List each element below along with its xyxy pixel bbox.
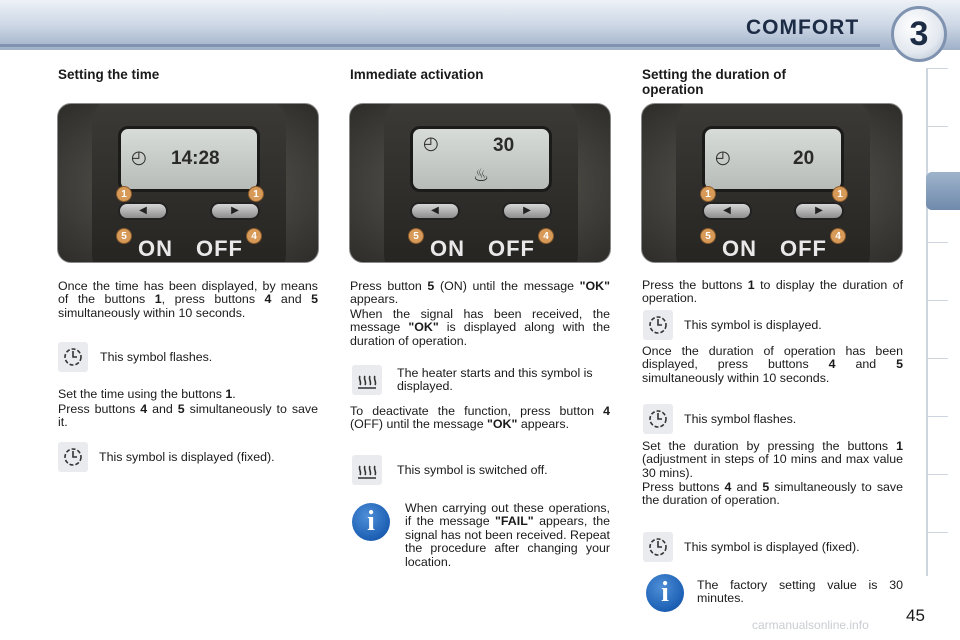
text: to display the duration of operation.: [642, 278, 904, 306]
remote-screen: [118, 126, 260, 192]
paragraph: [350, 405, 610, 432]
symbol-caption: The heater starts and this symbol is displayed.: [397, 366, 593, 394]
button-badge: 1: [116, 186, 132, 202]
heater-icon: [356, 459, 378, 481]
text: and: [147, 402, 178, 416]
text: The factory setting value is 30 minutes.: [697, 578, 903, 606]
on-button-label: ON: [722, 236, 757, 261]
text: Once the duration of operation has been displayed, press buttons: [642, 344, 903, 372]
symbol-caption: This symbol is displayed (fixed).: [99, 450, 275, 464]
section-title-immediate-activation: Immediate activation: [350, 67, 484, 82]
text: , press buttons: [161, 292, 265, 307]
text: To deactivate the function, press button: [350, 404, 604, 418]
right-arrow-button: ▶: [502, 202, 552, 220]
info-icon: i: [646, 574, 684, 612]
text: is displayed along with the duration of operation.: [350, 320, 610, 348]
paragraph: [350, 280, 610, 307]
text: .: [232, 387, 236, 401]
text: simultaneously to save it.: [58, 402, 319, 430]
side-tab-divider: [928, 126, 948, 127]
button-badge: 1: [248, 186, 264, 202]
side-tab-active: [926, 172, 960, 210]
left-arrow-button: ◀: [702, 202, 752, 220]
paragraph: [350, 308, 610, 348]
clock-icon: [647, 408, 669, 430]
message-ref: "OK": [487, 417, 518, 432]
button-ref: 1: [896, 439, 903, 453]
left-arrow-button: ◀: [118, 202, 168, 220]
text: appears, the signal has not been received. Repeat the procedure after changing your location.: [405, 514, 610, 569]
text: When the signal has been received, the message: [350, 307, 610, 335]
paragraph: [58, 403, 318, 430]
button-badge: 4: [246, 228, 262, 244]
text: Press button: [350, 279, 428, 293]
button-badge: 4: [830, 228, 846, 244]
clock-icon: [62, 346, 84, 368]
button-badge: 1: [700, 186, 716, 202]
paragraph: [58, 388, 318, 401]
paragraph: [642, 440, 903, 480]
clock-icon: ◴: [715, 147, 731, 167]
button-ref: 5: [311, 292, 319, 307]
text: simultaneously within 10 seconds.: [642, 370, 830, 385]
heater-symbol-box: [352, 365, 382, 395]
heater-icon: [356, 369, 378, 391]
text: and: [835, 357, 897, 372]
text: Set the time using the buttons: [58, 387, 226, 401]
symbol-caption: This symbol is switched off.: [397, 463, 548, 477]
text: simultaneously to save the duration of operation.: [642, 480, 904, 508]
button-badge: 5: [408, 228, 424, 244]
text: Press buttons: [642, 480, 725, 494]
clock-icon: ◴: [131, 147, 147, 167]
button-badge: 5: [116, 228, 132, 244]
remote-screen: [702, 126, 844, 192]
symbol-caption: This symbol flashes.: [684, 412, 797, 426]
clock-icon: [647, 536, 669, 558]
button-ref: 4: [264, 292, 272, 307]
off-button-label: OFF: [488, 236, 535, 261]
text: Press the buttons: [642, 278, 748, 292]
on-button-label: ON: [138, 236, 173, 261]
heater-symbol-box: [352, 455, 382, 485]
clock-symbol-box: [58, 442, 88, 472]
symbol-caption: This symbol flashes.: [100, 350, 213, 364]
button-ref: 4: [603, 404, 610, 418]
message-ref: "OK": [408, 320, 439, 335]
on-button-label: ON: [430, 236, 465, 261]
button-ref: 1: [747, 278, 755, 292]
clock-symbol-box: [643, 532, 673, 562]
display-value: 14:28: [171, 148, 220, 169]
left-arrow-button: ◀: [410, 202, 460, 220]
remote-screen: [410, 126, 552, 192]
button-ref: 5: [896, 357, 903, 372]
text: Press buttons: [58, 402, 141, 416]
clock-symbol-box: [643, 404, 673, 434]
right-arrow-button: ▶: [794, 202, 844, 220]
text: Set the duration by pressing the buttons: [642, 439, 897, 453]
button-badge: 4: [538, 228, 554, 244]
text: (ON) until the message: [434, 279, 580, 293]
text: appears.: [350, 292, 399, 307]
side-tab-divider: [928, 68, 948, 69]
clock-icon: ◴: [423, 133, 439, 153]
text: (adjustment in steps of 10 mins and max value 30 mins).: [642, 452, 903, 480]
message-ref: "FAIL": [495, 514, 534, 529]
button-ref: 5: [762, 480, 770, 494]
button-ref: 5: [427, 279, 435, 293]
paragraph: [58, 280, 318, 320]
symbol-caption: This symbol is displayed (fixed).: [684, 540, 860, 554]
heater-icon: ♨: [473, 165, 490, 185]
text: (OFF) until the message: [350, 417, 488, 432]
off-button-label: OFF: [196, 236, 243, 261]
button-ref: 1: [225, 387, 233, 401]
section-title-setting-time: Setting the time: [58, 67, 160, 82]
side-tab-divider: [928, 358, 948, 359]
side-tab-strip: [926, 68, 948, 576]
button-ref: 4: [140, 402, 148, 416]
page-number: 45: [906, 606, 925, 625]
button-badge: 5: [700, 228, 716, 244]
chapter-number-badge: 3: [891, 6, 947, 62]
button-ref: 4: [724, 480, 732, 494]
clock-symbol-box: [643, 310, 673, 340]
info-icon: i: [352, 503, 390, 541]
clock-icon: [62, 446, 84, 468]
text: and: [731, 480, 763, 494]
text: simultaneously within 10 seconds.: [58, 305, 246, 320]
paragraph: [642, 279, 903, 306]
side-tab-divider: [928, 416, 948, 417]
text: Once the time has been displayed, by means of the buttons: [58, 279, 318, 307]
text: and: [271, 292, 312, 307]
chapter-title: COMFORT: [746, 16, 860, 39]
remote-photo-time: [57, 103, 319, 263]
side-tab-divider: [928, 532, 948, 533]
button-badge: 1: [832, 186, 848, 202]
right-arrow-button: ▶: [210, 202, 260, 220]
remote-photo-duration: [641, 103, 903, 263]
section-title-duration: Setting the duration of operation: [642, 67, 786, 97]
side-tab-divider: [928, 242, 948, 243]
button-ref: 4: [828, 357, 836, 372]
display-value: 20: [793, 148, 815, 169]
symbol-caption: This symbol is displayed.: [684, 318, 822, 332]
button-ref: 5: [177, 402, 185, 416]
watermark: carmanualsonline.info: [752, 618, 869, 632]
display-value: 30: [493, 135, 515, 156]
text: appears.: [517, 417, 570, 432]
remote-photo-activation: [349, 103, 611, 263]
off-button-label: OFF: [780, 236, 827, 261]
header-rule: [0, 44, 880, 47]
side-tab-divider: [928, 300, 948, 301]
side-tab-divider: [928, 474, 948, 475]
info-note: [405, 502, 610, 569]
text: When carrying out these operations, if the message: [405, 501, 610, 529]
message-ref: "OK": [579, 279, 610, 293]
paragraph: [642, 345, 903, 385]
clock-icon: [647, 314, 669, 336]
info-note: [697, 579, 903, 606]
clock-symbol-box: [58, 342, 88, 372]
button-ref: 1: [154, 292, 162, 307]
paragraph: [642, 481, 903, 508]
